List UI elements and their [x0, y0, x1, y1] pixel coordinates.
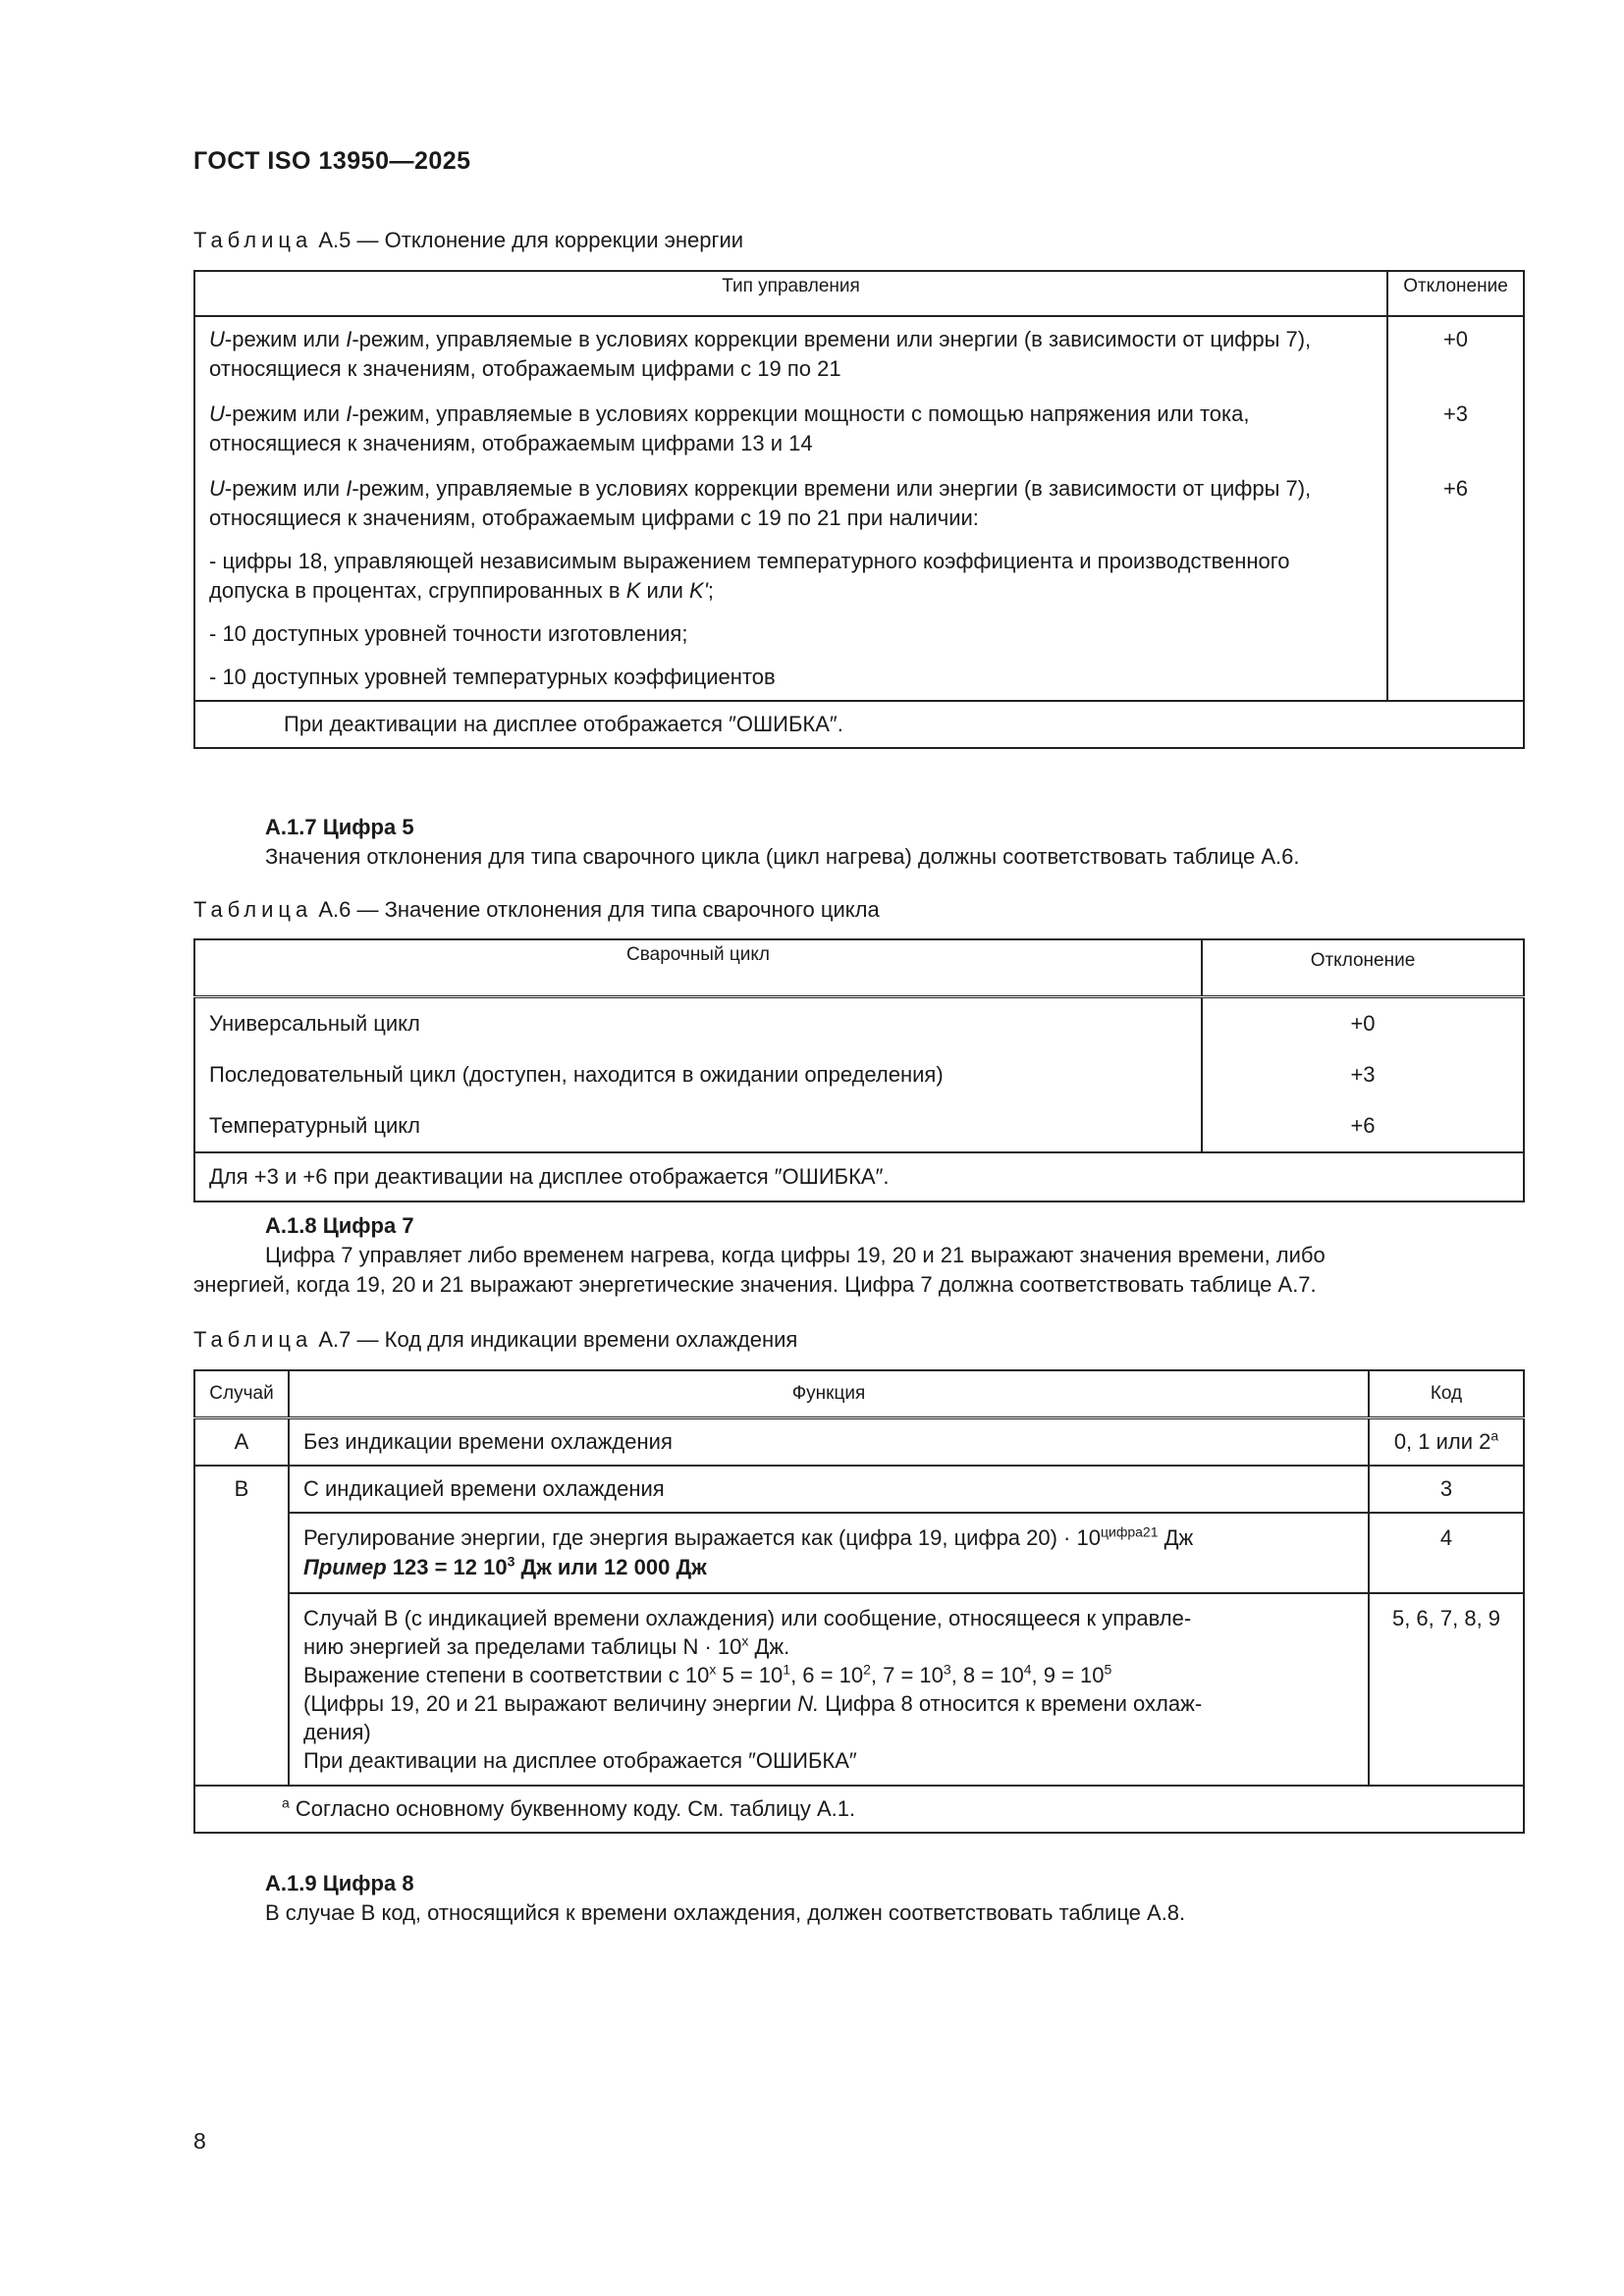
- table-row: Случай В (с индикацией времени охлаждения) или сообщение, относящееся к управле- нию энергией за пределами таблицы $N \cdot 10^x$ Дж. Выражение степени в соответствии с 10$^x$ $5 = 10^1$, $6 = 10^2$, $7 = 10^3$, $8 = 10^4$, $9 = 10^5$ (Цифры 19, 20 и 21 выражают величину энергии N. Цифра 8 относится к времени охлаж- дения) При деактивации на дисплее отображается ″ОШИБКА″ 5, 6, 7, 8, 9: [194, 1593, 1524, 1786]
- table-row: Температурный цикл +6: [194, 1100, 1524, 1152]
- table-row: А Без индикации времени охлаждения 0, 1 или $2^а$: [194, 1418, 1524, 1467]
- table-a5: [193, 270, 1525, 749]
- section-a17-title: А.1.7 Цифра 5: [265, 815, 414, 839]
- row-text: -режим или I-режим, управляемые в условиях коррекции времени или энергии (в зависимости от цифры 7), относящиеся к значениям, отображаемым цифрами с 19 по 21: [209, 327, 1312, 381]
- table-a7: [193, 1369, 1525, 1834]
- table-a6-caption: Таблица А.6 — Значение отклонения для типа сварочного цикла: [193, 897, 880, 922]
- table-a5-caption: Таблица А.5 — Отклонение для коррекции энергии: [193, 228, 744, 252]
- section-a18-text-1: Цифра 7 управляет либо временем нагрева, когда цифры 19, 20 и 21 выражают значения времени, либо: [265, 1243, 1326, 1267]
- table-a7-col-case: Случай: [194, 1370, 289, 1418]
- table-a7-footnote: $^а$ Согласно основному буквенному коду. См. таблицу А.1.: [194, 1786, 1524, 1833]
- page-number: 8: [193, 2128, 206, 2154]
- table-row: U-режим или I-режим, управляемые в условиях коррекции времени или энергии (в зависимости от цифры 7), относящиеся к значениям, отображаемым цифрами с 19 по 21 +0: [194, 316, 1524, 392]
- table-row: U-режим или I-режим, управляемые в условиях коррекции времени или энергии (в зависимости от цифры 7), относящиеся к значениям, отображаемым цифрами с 19 по 21 при наличии: - цифры 18, управляющей независимым выражением температурного коэффициента и производственного допуска в процентах, сгруппированных в K или K'; - 10 доступных уровней точности изготовления; - 10 доступных уровней температурных коэффициентов +6: [194, 466, 1524, 701]
- table-a7-caption: Таблица А.7 — Код для индикации времени охлаждения: [193, 1327, 798, 1352]
- bullet-item: - 10 доступных уровней температурных коэффициентов: [209, 665, 776, 689]
- table-a7-col-function: Функция: [289, 1370, 1369, 1418]
- table-row: Универсальный цикл +0: [194, 997, 1524, 1050]
- row-text: -режим или I-режим, управляемые в условиях коррекции времени или энергии (в зависимости от цифры 7), относящиеся к значениям, отображаемым цифрами с 19 по 21 при наличии:: [209, 476, 1312, 530]
- table-a6-footer: Для +3 и +6 при деактивации на дисплее отображается ″ОШИБКА″.: [194, 1152, 1524, 1201]
- section-a18-text-2: энергией, когда 19, 20 и 21 выражают энергетические значения. Цифра 7 должна соответствовать таблице А.7.: [193, 1272, 1317, 1297]
- section-a19-title: А.1.9 Цифра 8: [265, 1871, 414, 1896]
- table-row: Последовательный цикл (доступен, находится в ожидании определения) +3: [194, 1049, 1524, 1100]
- bullet-item: - цифры 18, управляющей независимым выражением температурного коэффициента и производственного допуска в процентах, сгруппированных в K или K';: [209, 549, 1290, 603]
- section-a19-text: В случае В код, относящийся к времени охлаждения, должен соответствовать таблице А.8.: [265, 1900, 1186, 1925]
- table-a6-col-cycle: Сварочный цикл: [194, 939, 1202, 997]
- table-a5-col-type: Тип управления: [194, 271, 1387, 316]
- table-a7-col-code: Код: [1369, 1370, 1524, 1418]
- table-a6: [193, 938, 1525, 1202]
- table-row: U-режим или I-режим, управляемые в условиях коррекции мощности с помощью напряжения или тока, относящиеся к значениям, отображаемым цифрами 13 и 14 +3: [194, 392, 1524, 466]
- table-a5-col-deviation: Отклонение: [1387, 271, 1524, 316]
- table-row: В С индикацией времени охлаждения 3: [194, 1466, 1524, 1513]
- table-row: Регулирование энергии, где энергия выражается как (цифра 19, цифра $20) \cdot 10^{цифра21}$ Дж Пример 123 = 12 $10^3$ Дж или 12 000 Дж 4: [194, 1513, 1524, 1593]
- section-a17-text: Значения отклонения для типа сварочного цикла (цикл нагрева) должны соответствовать таблице А.6.: [265, 844, 1300, 869]
- row-text: -режим или I-режим, управляемые в условиях коррекции мощности с помощью напряжения или тока, относящиеся к значениям, отображаемым цифрами 13 и 14: [209, 401, 1250, 455]
- bullet-item: - 10 доступных уровней точности изготовления;: [209, 621, 688, 646]
- table-a6-col-deviation: Отклонение: [1202, 939, 1524, 997]
- table-a5-footer: При деактивации на дисплее отображается ″ОШИБКА″.: [194, 701, 1524, 748]
- section-a18-title: А.1.8 Цифра 7: [265, 1213, 414, 1238]
- document-header: ГОСТ ISO 13950—2025: [193, 147, 471, 175]
